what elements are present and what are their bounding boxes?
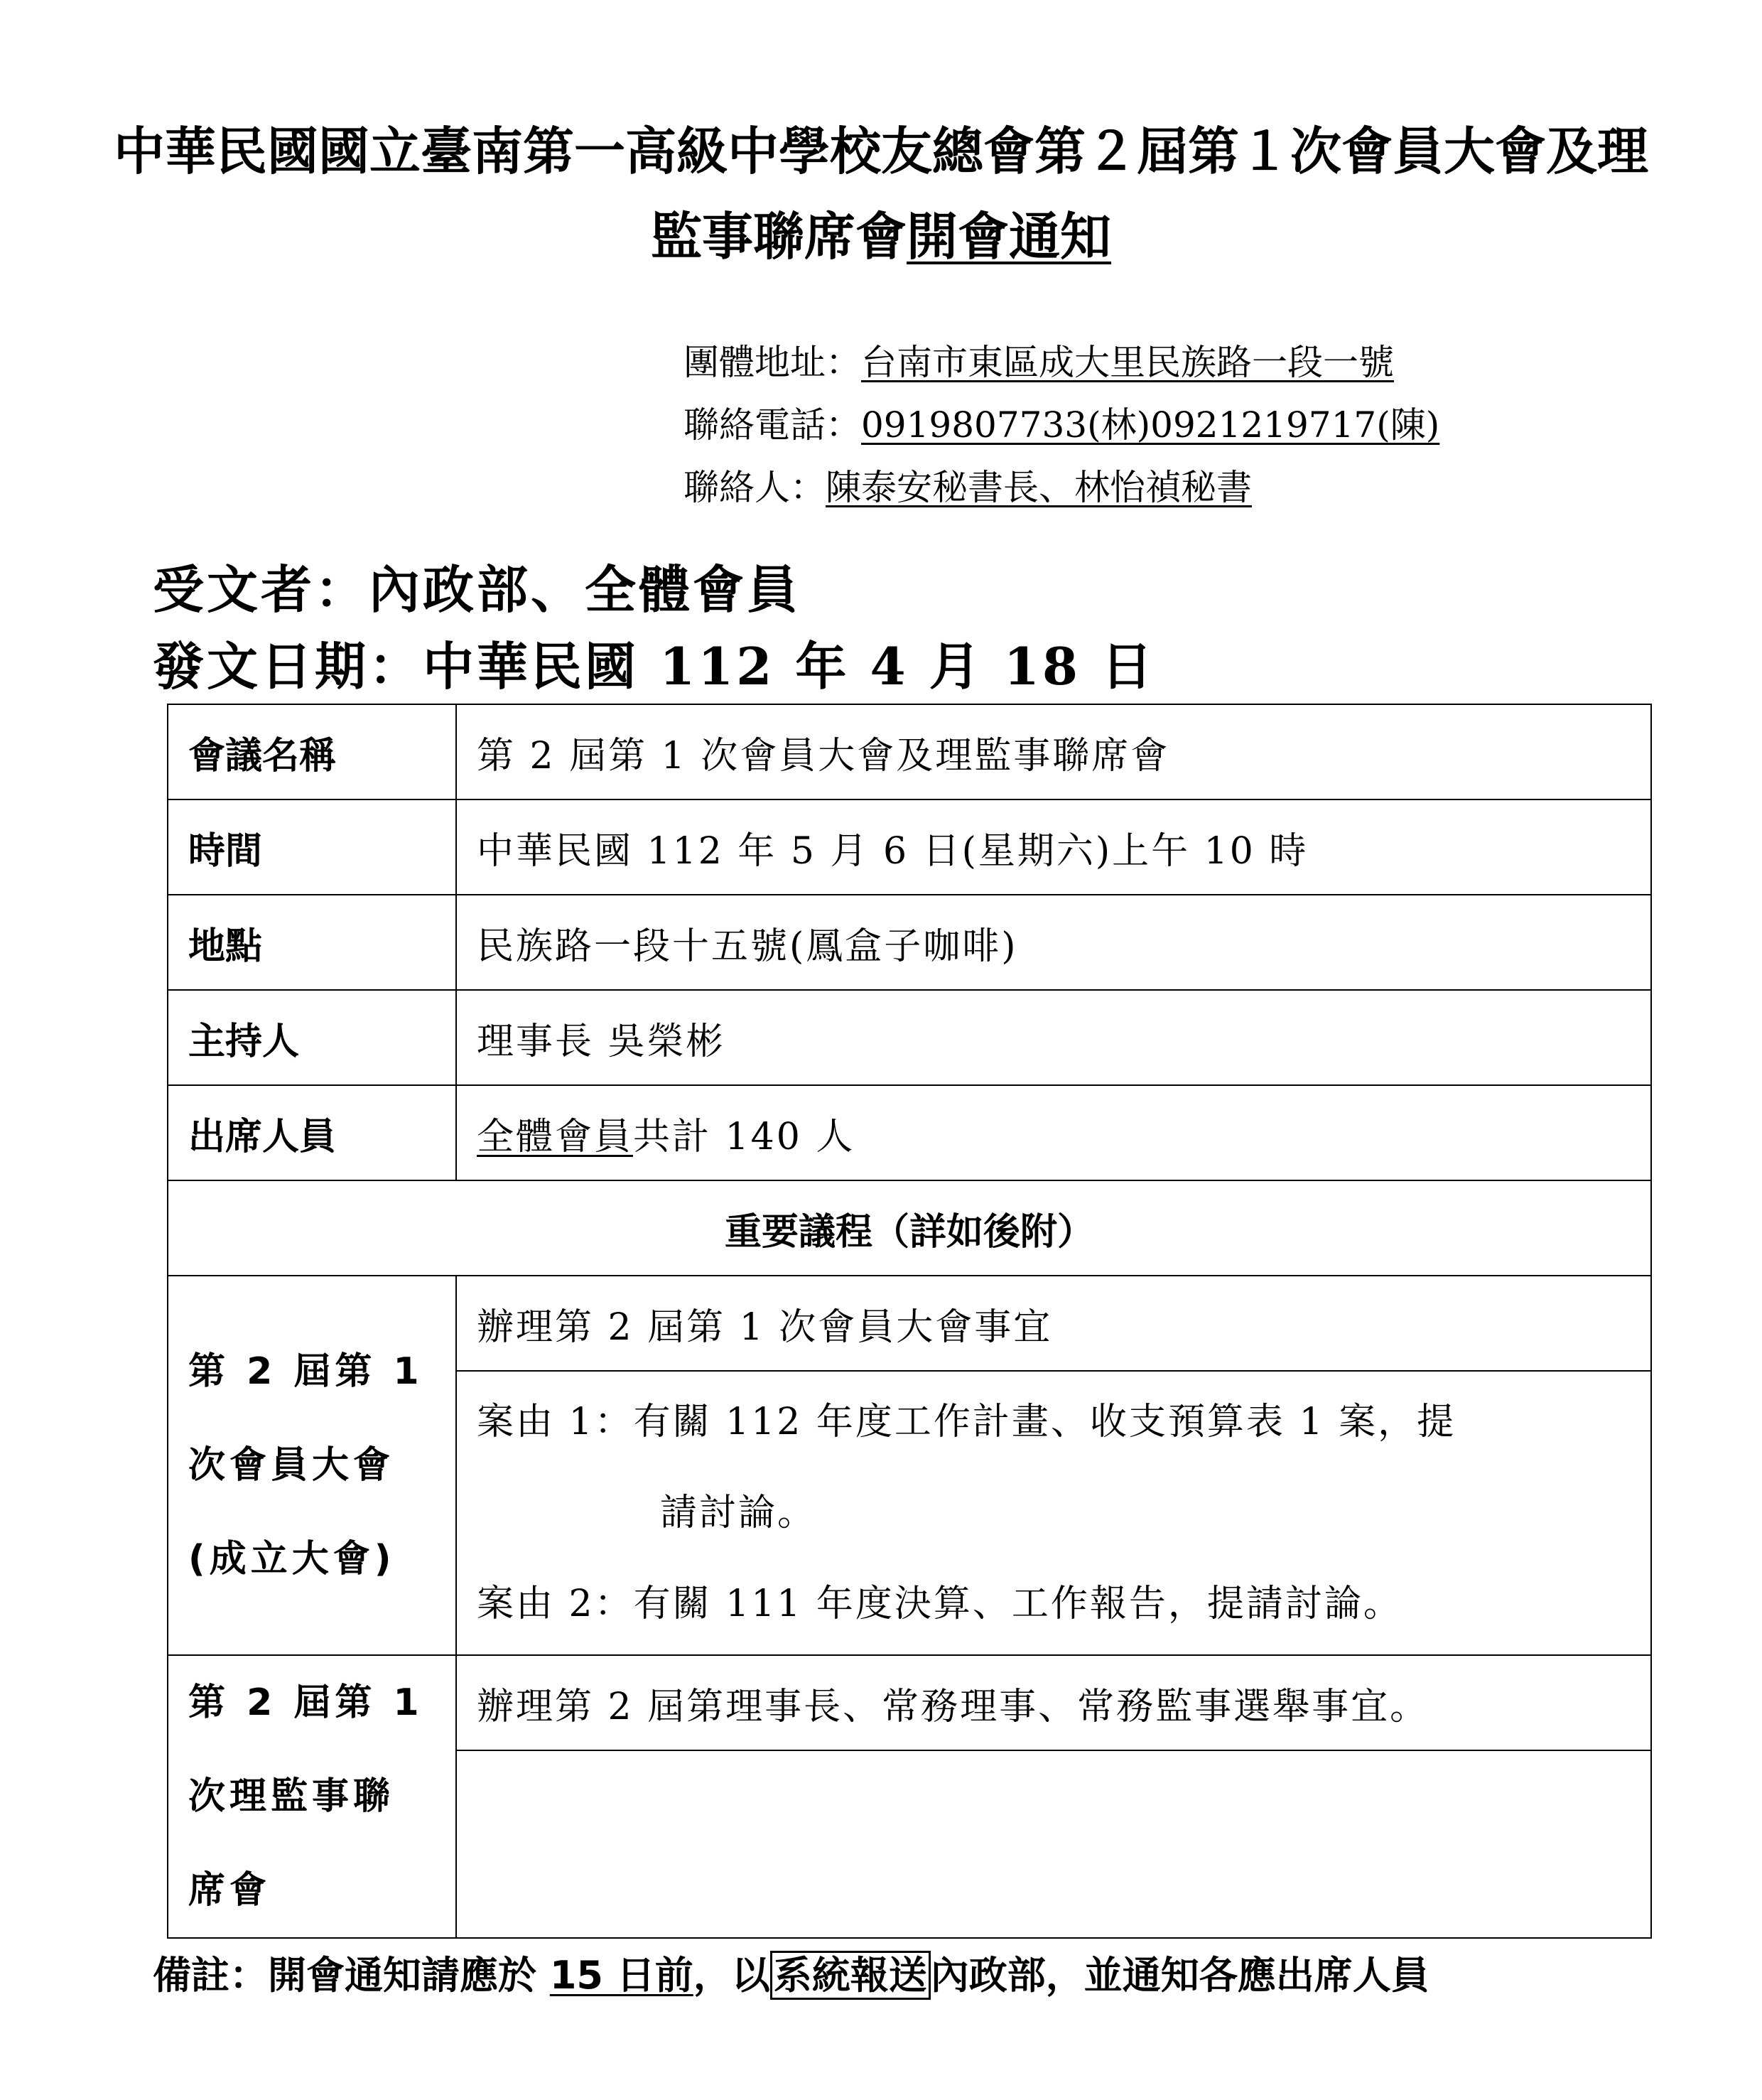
table-row	[168, 990, 1651, 1085]
person-value: 陳泰安秘書長、林怡禎秘書	[826, 467, 1252, 508]
row-label: 時間	[168, 799, 456, 895]
table-row	[168, 704, 1651, 799]
table-row	[168, 1085, 1651, 1180]
phone-label: 聯絡電話：	[683, 404, 861, 446]
note-days: 15 日前	[549, 1953, 693, 1998]
group2-label	[168, 1655, 456, 1938]
meeting-table	[167, 704, 1652, 1939]
case1-line2: 請討論。	[660, 1492, 817, 1534]
title-underlined: 開會通知	[907, 207, 1112, 266]
footnote	[153, 1947, 1429, 2004]
row-value: 理事長 吳榮彬	[456, 990, 1651, 1085]
row-label: 會議名稱	[168, 704, 456, 799]
group1-item: 辦理第 2 屆第 1 次會員大會事宜	[456, 1276, 1651, 1371]
group1-cases	[456, 1371, 1651, 1655]
table-row	[168, 1655, 1651, 1750]
group2-item: 辦理第 2 屆第理事長、常務理事、常務監事選舉事宜。	[456, 1655, 1651, 1750]
row-label: 出席人員	[168, 1085, 456, 1180]
title-line-2	[0, 205, 1762, 269]
agenda-header-row	[168, 1180, 1651, 1276]
note-suffix: 內政部，並通知各應出席人員	[930, 1953, 1429, 1998]
attendees-underlined: 全體會員	[477, 1115, 634, 1158]
row-value: 民族路一段十五號(鳳盒子咖啡)	[456, 895, 1651, 990]
attendees-value	[456, 1085, 1651, 1180]
case2: 案由 2：有關 111 年度決算、工作報告，提請討論。	[477, 1583, 1402, 1625]
table-row	[168, 895, 1651, 990]
address-value: 台南市東區成大里民族路一段一號	[861, 342, 1394, 383]
group2-label-line: 第 2 屆第 1	[188, 1681, 423, 1724]
contact-person	[683, 466, 1252, 509]
address-label: 團體地址：	[683, 342, 861, 383]
row-label: 主持人	[168, 990, 456, 1085]
phone-value: 0919807733(林)0921219717(陳)	[861, 404, 1440, 446]
issue-date: 發文日期：中華民國 112 年 4 月 18 日	[153, 636, 1155, 696]
row-value: 中華民國 112 年 5 月 6 日(星期六)上午 10 時	[456, 799, 1651, 895]
agenda-header: 重要議程（詳如後附）	[168, 1180, 1651, 1276]
group2-empty	[456, 1750, 1651, 1938]
group1-label-line: 第 2 屆第 1	[188, 1350, 423, 1393]
note-boxed: 系統報送	[770, 1951, 931, 2000]
recipient: 受文者：內政部、全體會員	[153, 559, 801, 620]
contact-address	[683, 341, 1394, 384]
note-prefix: 備註：開會通知請應於	[153, 1953, 550, 1998]
group1-label	[168, 1276, 456, 1655]
contact-phone	[683, 404, 1439, 446]
table-row	[168, 799, 1651, 895]
title-line-1: 中華民國國立臺南第一高級中學校友總會第２屆第１次會員大會及理	[113, 122, 1648, 181]
group2-label-line: 次理監事聯	[188, 1775, 395, 1818]
group2-label-line: 席會	[188, 1869, 271, 1912]
row-label: 地點	[168, 895, 456, 990]
table-row	[168, 1276, 1651, 1371]
person-label: 聯絡人：	[683, 467, 826, 508]
note-mid: ，以	[693, 1953, 770, 1998]
title-plain: 監事聯席會	[650, 207, 907, 266]
group1-label-line: 次會員大會	[188, 1444, 395, 1487]
case1-line1: 案由 1：有關 112 年度工作計畫、收支預算表 1 案，提	[477, 1401, 1456, 1443]
group1-label-line: (成立大會)	[188, 1538, 396, 1581]
row-value: 第 2 屆第 1 次會員大會及理監事聯席會	[456, 704, 1651, 799]
attendees-rest: 共計 140 人	[633, 1115, 855, 1158]
